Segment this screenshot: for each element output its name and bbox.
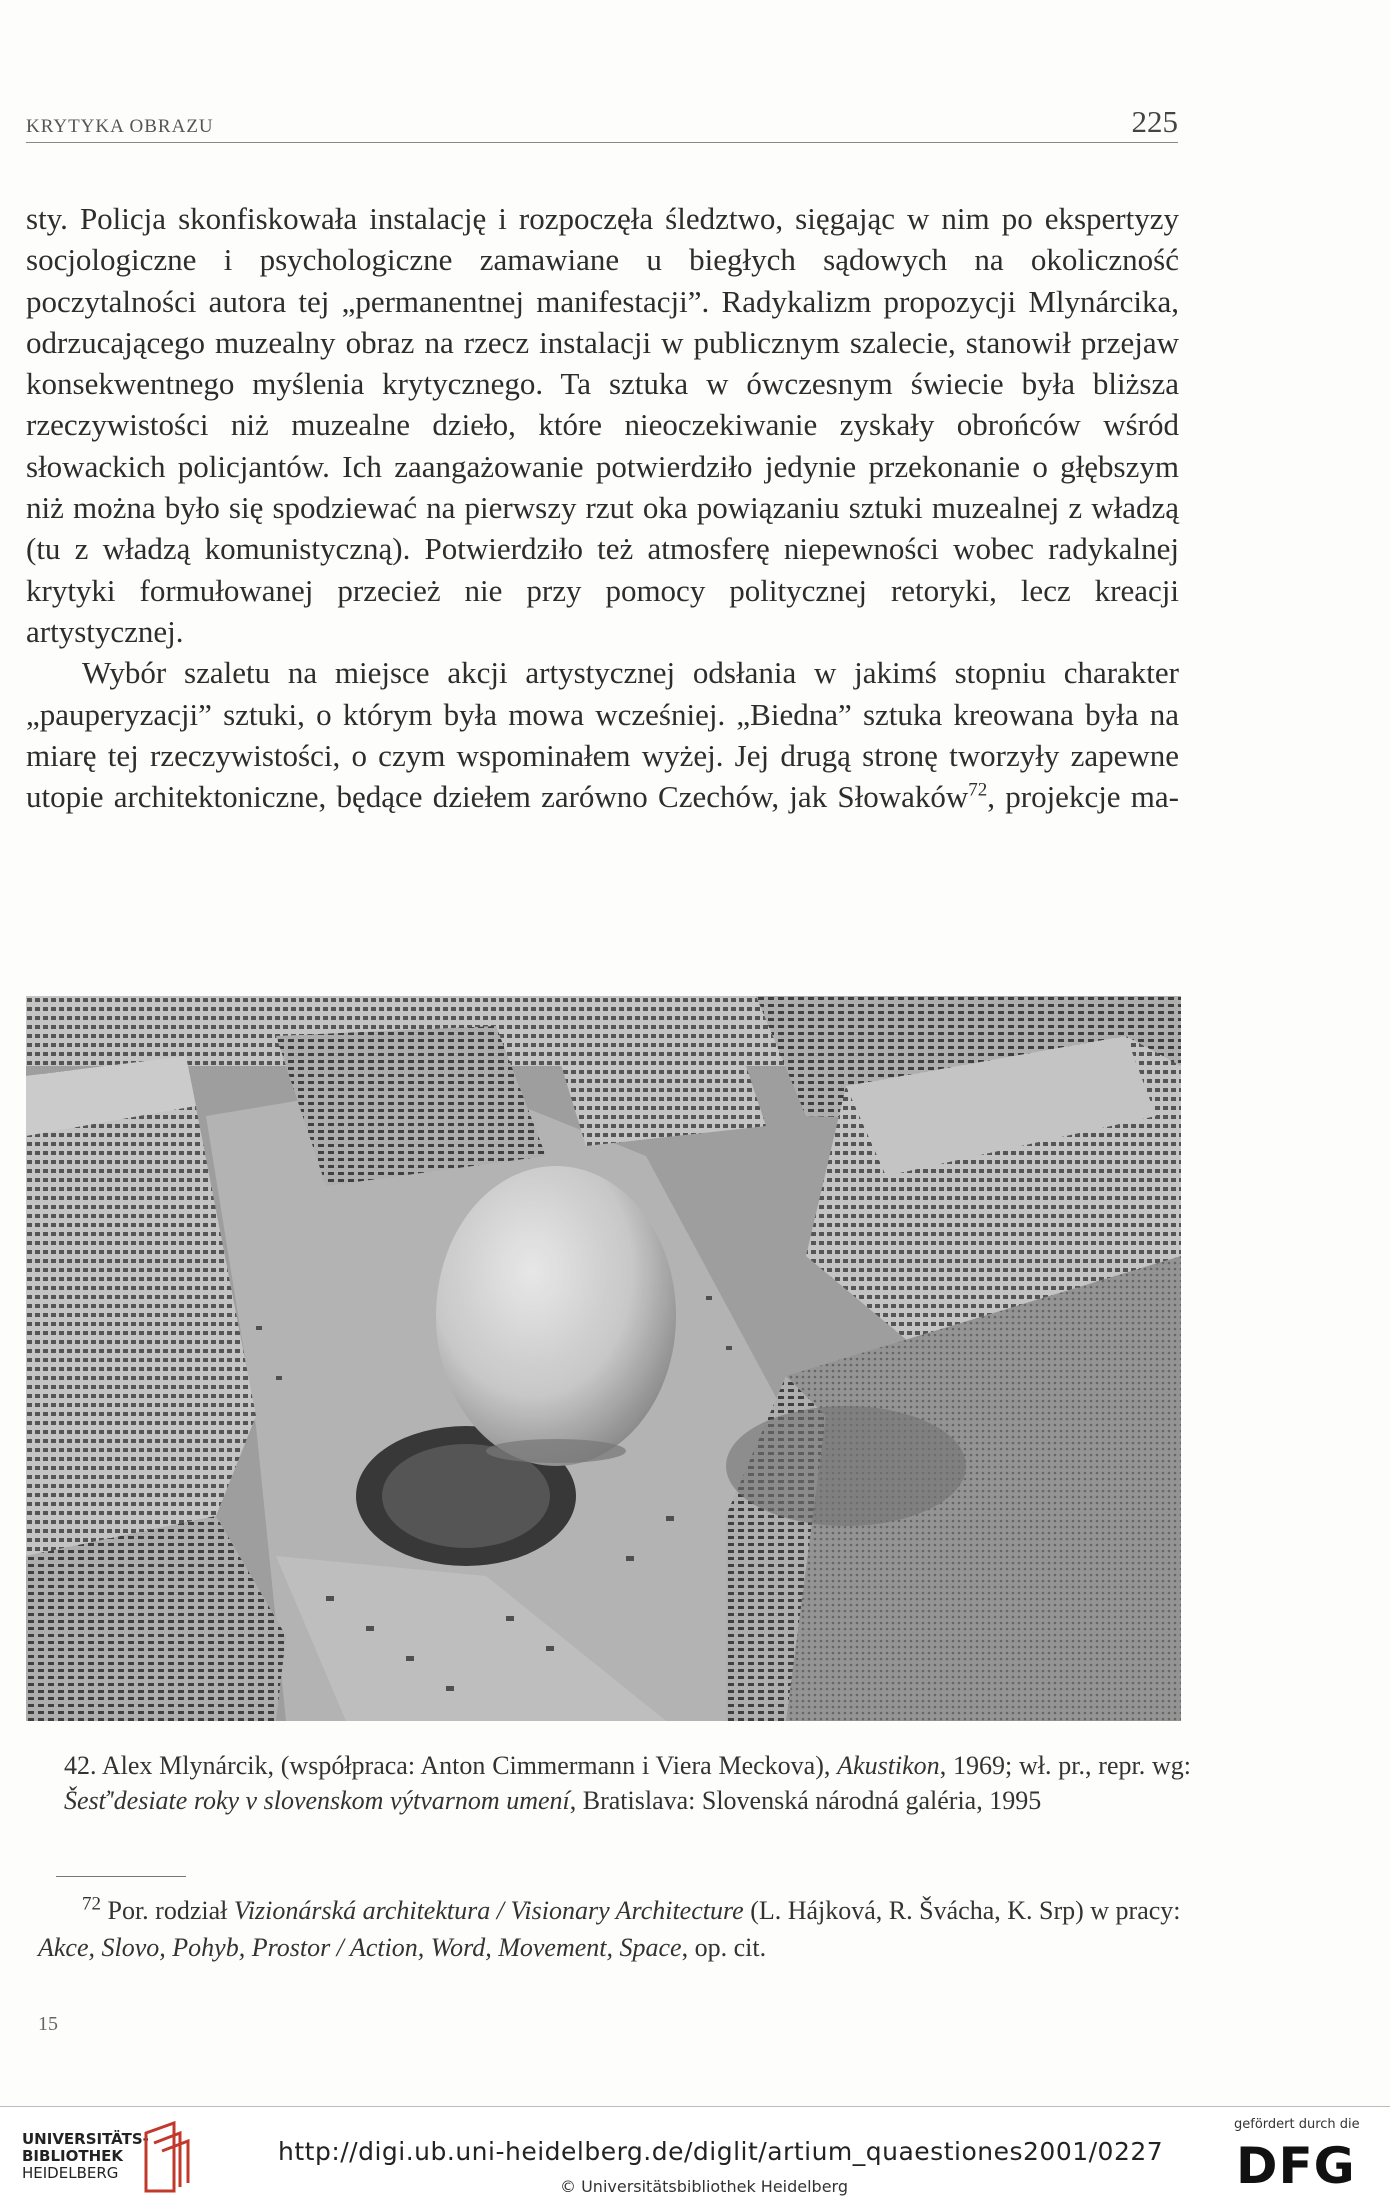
running-title: KRYTYKA OBRAZU <box>26 116 214 137</box>
footnote-text-mid: (L. Hájková, R. Švácha, K. Srp) w pracy: <box>743 1896 1181 1925</box>
footnote-italic-2: Akce, Slovo, Pohyb, Prostor / Action, Word, Movement, Space <box>38 1933 682 1962</box>
caption-prefix: 42. Alex Mlynárcik, (współpraca: Anton Cimmermann i Viera Meckova), <box>64 1751 838 1780</box>
running-head <box>26 100 1178 143</box>
footer-bar <box>0 2106 1390 2207</box>
footnote-italic-1: Vizionárská architektura / Visionary Architecture <box>233 1896 744 1925</box>
footnote-text-before: Por. rodział <box>101 1896 234 1925</box>
printer-signature: 15 <box>38 2013 58 2035</box>
footnote-reference: 72 <box>968 779 988 801</box>
footnote <box>38 1892 1188 1966</box>
paragraph-2 <box>26 652 1179 817</box>
library-logo-icon <box>140 2121 194 2195</box>
copyright-notice: © Universitätsbibliothek Heidelberg <box>560 2177 849 2196</box>
dfg-logo: DFG <box>1236 2137 1356 2195</box>
paragraph-2-tail: , projekcje ma- <box>987 779 1179 815</box>
caption-source: Šesť'desiate roky v slovenskom výtvarnom umení <box>64 1786 570 1815</box>
caption-mid: , 1969; wł. pr., repr. wg: <box>939 1751 1191 1780</box>
figure-photo <box>26 996 1181 1721</box>
funder-label: gefördert durch die <box>1234 2117 1360 2132</box>
caption-suffix: , Bratislava: Slovenská národná galéria, 1995 <box>569 1786 1042 1815</box>
paragraph-1: sty. Policja skonfiskowała instalację i rozpoczęła śledztwo, sięgając w nim po ekspertyzy socjologiczne i psychologiczne zamawiane u biegłych sądowych na okoliczność poczytalności autora tej „permanentnej manifestacji”. Radykalizm propozycji Mlynárcika, odrzucającego muzealny obraz na rzecz instalacji w publicznym szalecie, stanowił przejaw konsekwentnego myślenia krytycznego. Ta sztuka w ówczesnym świecie była bliższa rzeczywistości niż muzealne dzieło, które nieoczekiwanie zyskały obrońców wśród słowackich policjantów. Ich zaangażowanie potwierdziło jedynie przekonanie o głębszym niż można było się spodziewać na pierwszy rzut oka powiązaniu sztuki muzealnej z władzą (tu z władzą komunistyczną). Potwierdziło też atmosferę niepewności wobec radykalnej krytyki formułowanej przecież nie przy pomocy politycznej retoryki, lecz kreacji artystycznej. <box>26 201 1179 649</box>
source-url[interactable]: http://digi.ub.uni-heidelberg.de/diglit/artium_quaestiones2001/0227 <box>278 2137 1164 2166</box>
paragraph-2-text: Wybór szaletu na miejsce akcji artystycznej odsłania w jakimś stopniu charakter „pauperyzacji” sztuki, o którym była mowa wcześniej. „Biedna” sztuka kreowana była na miarę tej rzeczywistości, o czym wspominałem wyżej. Jej drugą stronę tworzyły zapewne utopie architektoniczne, będące dziełem zarówno Czechów, jak Słowaków <box>26 655 1179 815</box>
caption-title: Akustikon <box>837 1751 940 1780</box>
footnote-rule <box>56 1876 186 1877</box>
figure-caption <box>64 1748 1191 1818</box>
footnote-text-after: , op. cit. <box>681 1933 767 1962</box>
body-text <box>26 198 1179 817</box>
aerial-city-photo <box>26 996 1181 1721</box>
footnote-number: 72 <box>82 1893 101 1915</box>
page-number: 225 <box>1131 104 1178 139</box>
library-name: UNIVERSITÄTS- BIBLIOTHEK HEIDELBERG <box>22 2130 149 2182</box>
